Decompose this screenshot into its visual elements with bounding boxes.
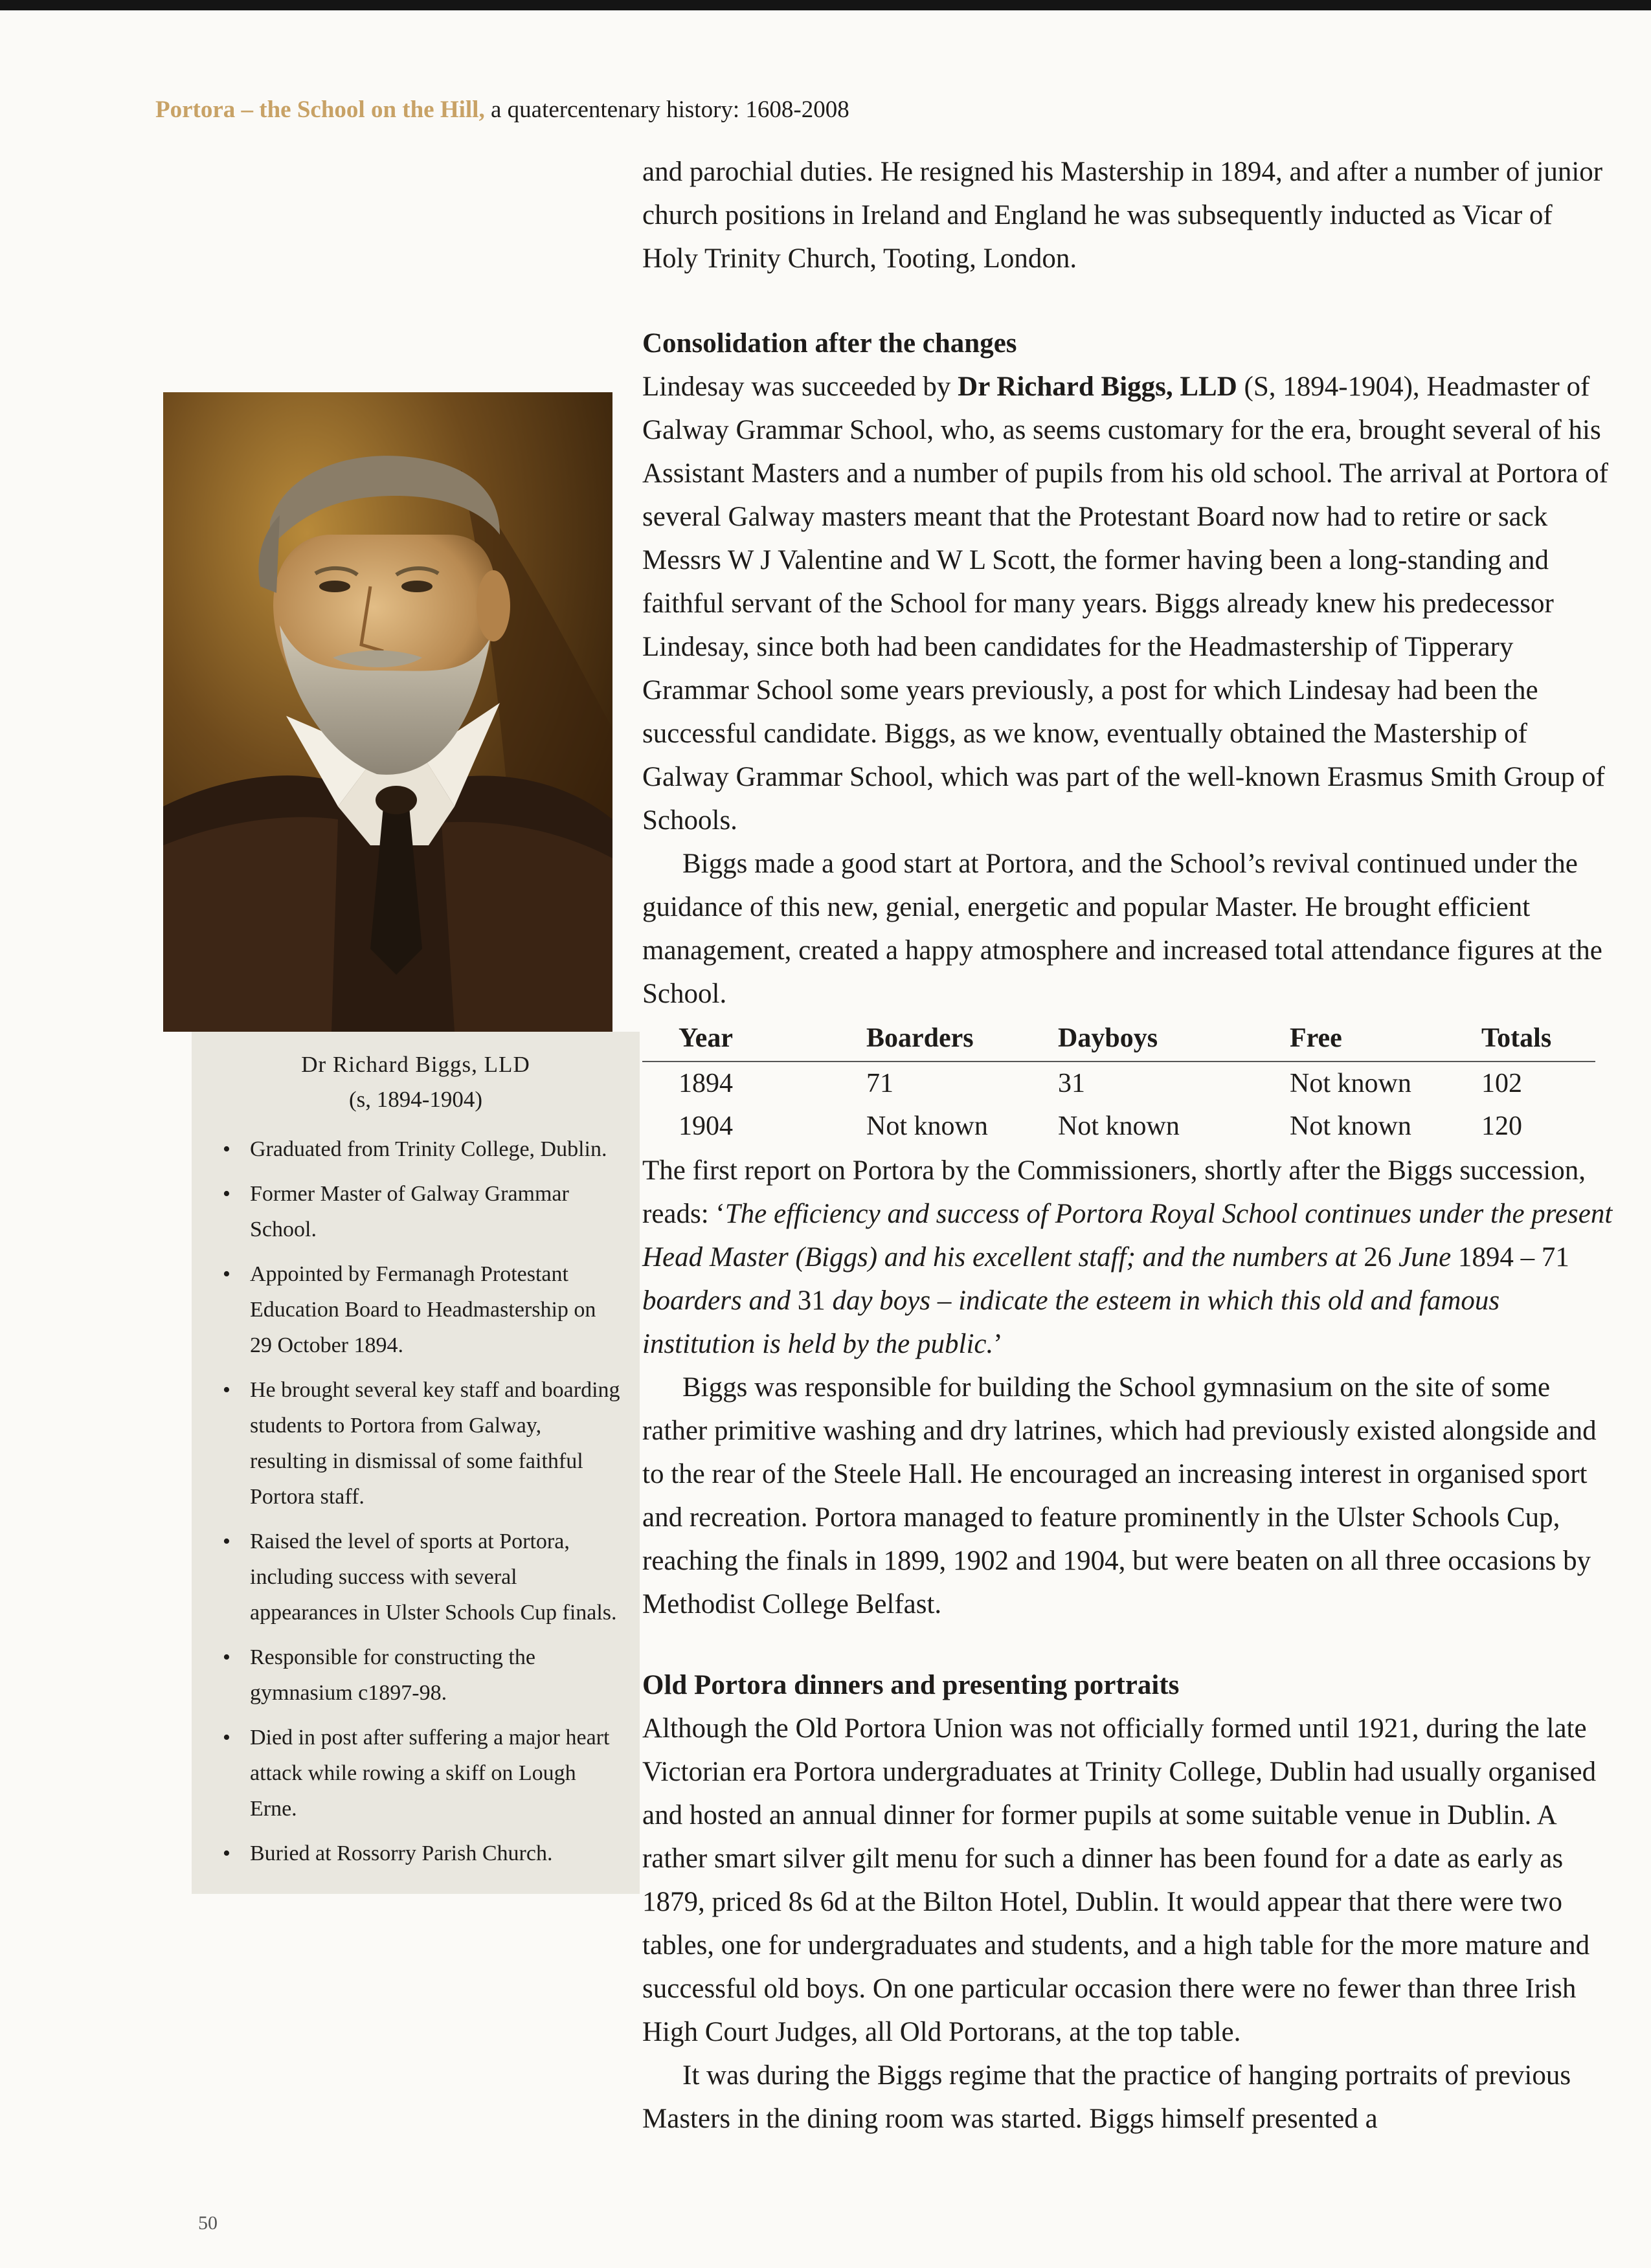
paragraph-commissioners-report: The first report on Portora by the Commissioners, shortly after the Biggs succession, reads: ‘The efficiency and success of Portora Royal School continues under the present Head Master (Biggs) and his excellent staff; and the numbers at 26 June 1894 – 71 boarders and 31 day boys – indicate the esteem in which this old and famous institution is held by the public.’ bbox=[642, 1155, 1613, 1359]
sidebar-bullet-text: He brought several key staff and boarding students to Portora from Galway, resulting in dismissal of some faithful Portora staff. bbox=[250, 1378, 620, 1509]
paragraph-succession: Lindesay was succeeded by Dr Richard Biggs, LLD (S, 1894-1904), Headmaster of Galway Grammar School, who, as seems customary for the era, brought several of his Assistant Masters and a number of pupils from his old school. The arrival at Portora of several Galway masters meant that the Protestant Board now had to retire or sack Messrs W J Valentine and W L Scott, the former having been a long-standing and faithful servant of the School for many years. Biggs already knew his predecessor Lindesay, since both had been candidates for the Headmastership of Tipperary Grammar School some years previously, a post for which Lindesay had been the successful candidate. Biggs, as we know, eventually obtained the Mastership of Galway Grammar School, which was part of the well-known Erasmus Smith Group of Schools. bbox=[642, 372, 1608, 836]
sidebar-caption-dates: (s, 1894-1904) bbox=[348, 1087, 483, 1112]
table-cell: Not known bbox=[866, 1111, 988, 1141]
bullet-icon: • bbox=[223, 1841, 230, 1865]
bullet-icon: • bbox=[223, 1726, 230, 1750]
table-cell: 1894 bbox=[679, 1069, 733, 1098]
sidebar-bullet-text: Responsible for constructing the gymnasium c1897-98. bbox=[250, 1645, 535, 1705]
name-dr-richard-biggs: Dr Richard Biggs, LLD bbox=[958, 372, 1237, 402]
intro-paragraph: and parochial duties. He resigned his Mastership in 1894, and after a number of junior church positions in Ireland and England he was subsequently inducted as Vicar of Holy Trinity Church, Tooting, London. bbox=[642, 157, 1603, 274]
book-title: Portora – the School on the Hill, bbox=[155, 96, 485, 123]
table-cell: 1904 bbox=[679, 1111, 733, 1141]
bullet-icon: • bbox=[223, 1378, 230, 1402]
column-header: Totals bbox=[1481, 1021, 1595, 1062]
sidebar-bullet-item bbox=[223, 1372, 622, 1515]
sidebar-bullet-text: Buried at Rossorry Parish Church. bbox=[250, 1841, 553, 1865]
sidebar-caption-name: Dr Richard Biggs, LLD bbox=[301, 1052, 530, 1077]
paragraph-gymnasium: Biggs was responsible for building the School gymnasium on the site of some rather primitive washing and dry latrines, which had previously existed alongside and to the rear of the Steele Hall. He encouraged an increasing interest in organised sport and recreation. Portora managed to feature prominently in the Ulster Schools Cup, reaching the finals in 1899, 1902 and 1904, but were beaten on all three occasions by Methodist College Belfast. bbox=[642, 1372, 1597, 1619]
column-header: Year bbox=[642, 1021, 866, 1062]
sidebar-bullet-list bbox=[210, 1131, 622, 1871]
scan-top-edge bbox=[0, 0, 1651, 10]
column-header: Dayboys bbox=[1058, 1021, 1290, 1062]
bullet-icon: • bbox=[223, 1182, 230, 1206]
sidebar-bullet-item bbox=[223, 1131, 622, 1167]
attendance-table bbox=[642, 1021, 1595, 1148]
paragraph-old-portora-union: Although the Old Portora Union was not officially formed until 1921, during the late Victorian era Portora undergraduates at Trinity College, Dublin had usually organised and hosted an annual dinner for former pupils at some suitable venue in Dublin. A rather smart silver gilt menu for such a dinner has been found for a date as early as 1879, priced 8s 6d at the Bilton Hotel, Dublin. It would appear that there were two tables, one for undergraduates and students, and a high table for the more mature and successful old boys. On one particular occasion there were no fewer than three Irish High Court Judges, all Old Portorans, at the top table. bbox=[642, 1713, 1597, 2047]
sidebar-bullet-item bbox=[223, 1256, 622, 1363]
table-cell: Not known bbox=[1290, 1069, 1411, 1098]
table-cell: 120 bbox=[1481, 1111, 1522, 1141]
portrait-dr-richard-biggs bbox=[163, 392, 612, 1032]
sidebar-bullet-text: Raised the level of sports at Portora, including success with several appearances in Ulster Schools Cup finals. bbox=[250, 1529, 617, 1625]
bullet-icon: • bbox=[223, 1529, 230, 1553]
running-header bbox=[155, 96, 849, 124]
sidebar-bullet-text: Graduated from Trinity College, Dublin. bbox=[250, 1137, 607, 1161]
sidebar-bullet-item bbox=[223, 1524, 622, 1630]
sidebar-bullet-item bbox=[223, 1176, 622, 1247]
bullet-icon: • bbox=[223, 1262, 230, 1286]
page-number: 50 bbox=[198, 2212, 218, 2234]
sidebar-bullet-text: Died in post after suffering a major heart attack while rowing a skiff on Lough Erne. bbox=[250, 1726, 610, 1821]
bullet-icon: • bbox=[223, 1645, 230, 1669]
section-heading-consolidation: Consolidation after the changes bbox=[642, 328, 1017, 359]
sidebar-bullet-text: Former Master of Galway Grammar School. bbox=[250, 1182, 569, 1241]
paragraph-portraits: It was during the Biggs regime that the practice of hanging portraits of previous Masters in the dining room was started. Biggs himself presented a bbox=[642, 2060, 1571, 2134]
sidebar-bullet-text: Appointed by Fermanagh Protestant Education Board to Headmastership on 29 October 1894. bbox=[250, 1262, 596, 1357]
sidebar-bullet-item bbox=[223, 1720, 622, 1827]
table-cell: 71 bbox=[866, 1069, 893, 1098]
paragraph-good-start: Biggs made a good start at Portora, and the School’s revival continued under the guidance of this new, genial, energetic and popular Master. He brought efficient management, created a happy atmosphere and increased total attendance figures at the School. bbox=[642, 849, 1602, 1009]
section-heading-old-portora-dinners: Old Portora dinners and presenting portraits bbox=[642, 1670, 1180, 1700]
table-header-row bbox=[642, 1021, 1595, 1062]
table-row bbox=[642, 1062, 1595, 1105]
table-cell: Not known bbox=[1290, 1111, 1411, 1141]
main-text-column bbox=[642, 150, 1613, 2140]
biography-sidebar bbox=[192, 1032, 640, 1894]
sidebar-bullet-item bbox=[223, 1640, 622, 1711]
table-cell: 31 bbox=[1058, 1069, 1085, 1098]
table-cell: 102 bbox=[1481, 1069, 1522, 1098]
sidebar-bullet-item bbox=[223, 1836, 622, 1871]
column-header: Boarders bbox=[866, 1021, 1058, 1062]
table-row bbox=[642, 1105, 1595, 1148]
book-subtitle: a quatercentenary history: 1608-2008 bbox=[490, 96, 849, 123]
column-header: Free bbox=[1290, 1021, 1481, 1062]
bullet-icon: • bbox=[223, 1137, 230, 1161]
table-cell: Not known bbox=[1058, 1111, 1180, 1141]
